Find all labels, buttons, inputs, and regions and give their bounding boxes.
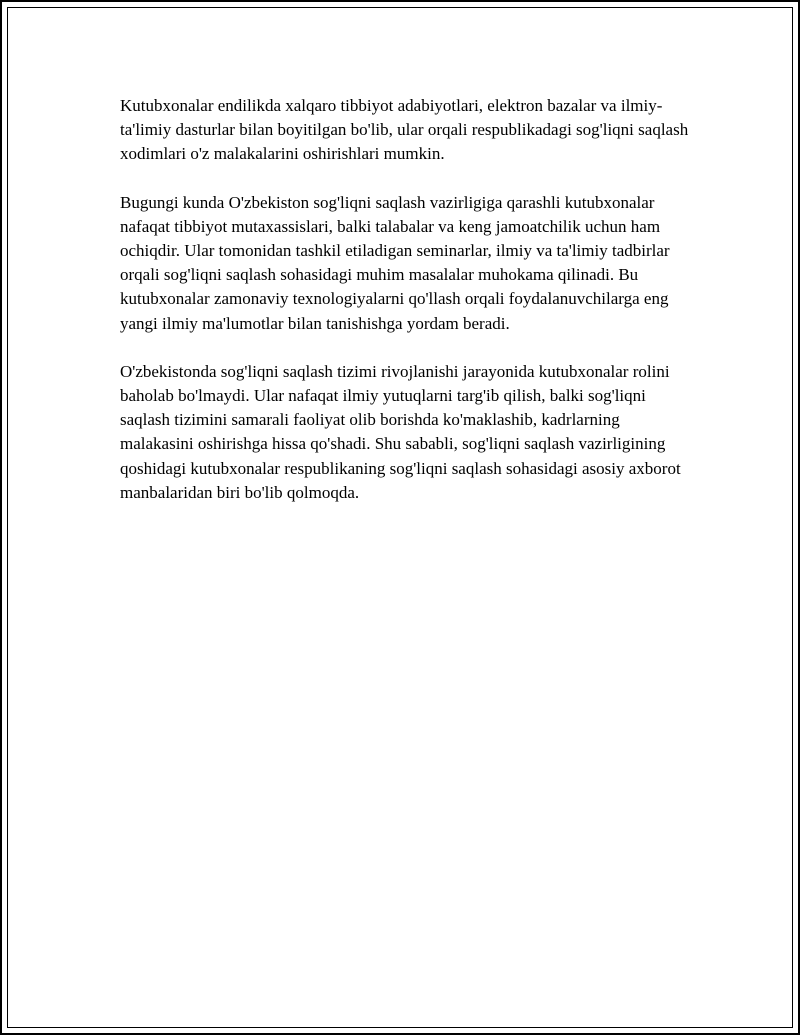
- document-body: [120, 94, 690, 529]
- paragraph-2: Bugungi kunda O'zbekiston sog'liqni saqlash vazirligiga qarashli kutubxonalar nafaqat tibbiyot mutaxassislari, balki talabalar va keng jamoatchilik uchun ham ochiqdir. Ular tomonidan tashkil etiladigan seminarlar, ilmiy va ta'limiy tadbirlar orqali sog'liqni saqlash sohasidagi muhim masalalar muhokama qilinadi. Bu kutubxonalar zamonaviy texnologiyalarni qo'llash orqali foydalanuvchilarga eng yangi ilmiy ma'lumotlar bilan tanishishga yordam beradi.: [120, 192, 670, 333]
- paragraph-1: Kutubxonalar endilikda xalqaro tibbiyot adabiyotlari, elektron bazalar va ilmiy-ta'limiy dasturlar bilan boyitilgan bo'lib, ular orqali respublikadagi sog'liqni saqlash xodimlari o'z malakalarini oshirishlari mumkin.: [120, 96, 689, 164]
- paragraph-3: O'zbekistonda sog'liqni saqlash tizimi rivojlanishi jarayonida kutubxonalar rolini baholab bo'lmaydi. Ular nafaqat ilmiy yutuqlarni targ'ib qilish, balki sog'liqni saqlash tizimini samarali faoliyat olib borishda ko'maklashib, kadrlarning malakasini oshirishga hissa qo'shadi. Shu sababli, sog'liqni saqlash vazirligining qoshidagi kutubxonalar respublikaning sog'liqni saqlash sohasidagi asosiy axborot manbalaridan biri bo'lib qolmoqda.: [120, 361, 681, 502]
